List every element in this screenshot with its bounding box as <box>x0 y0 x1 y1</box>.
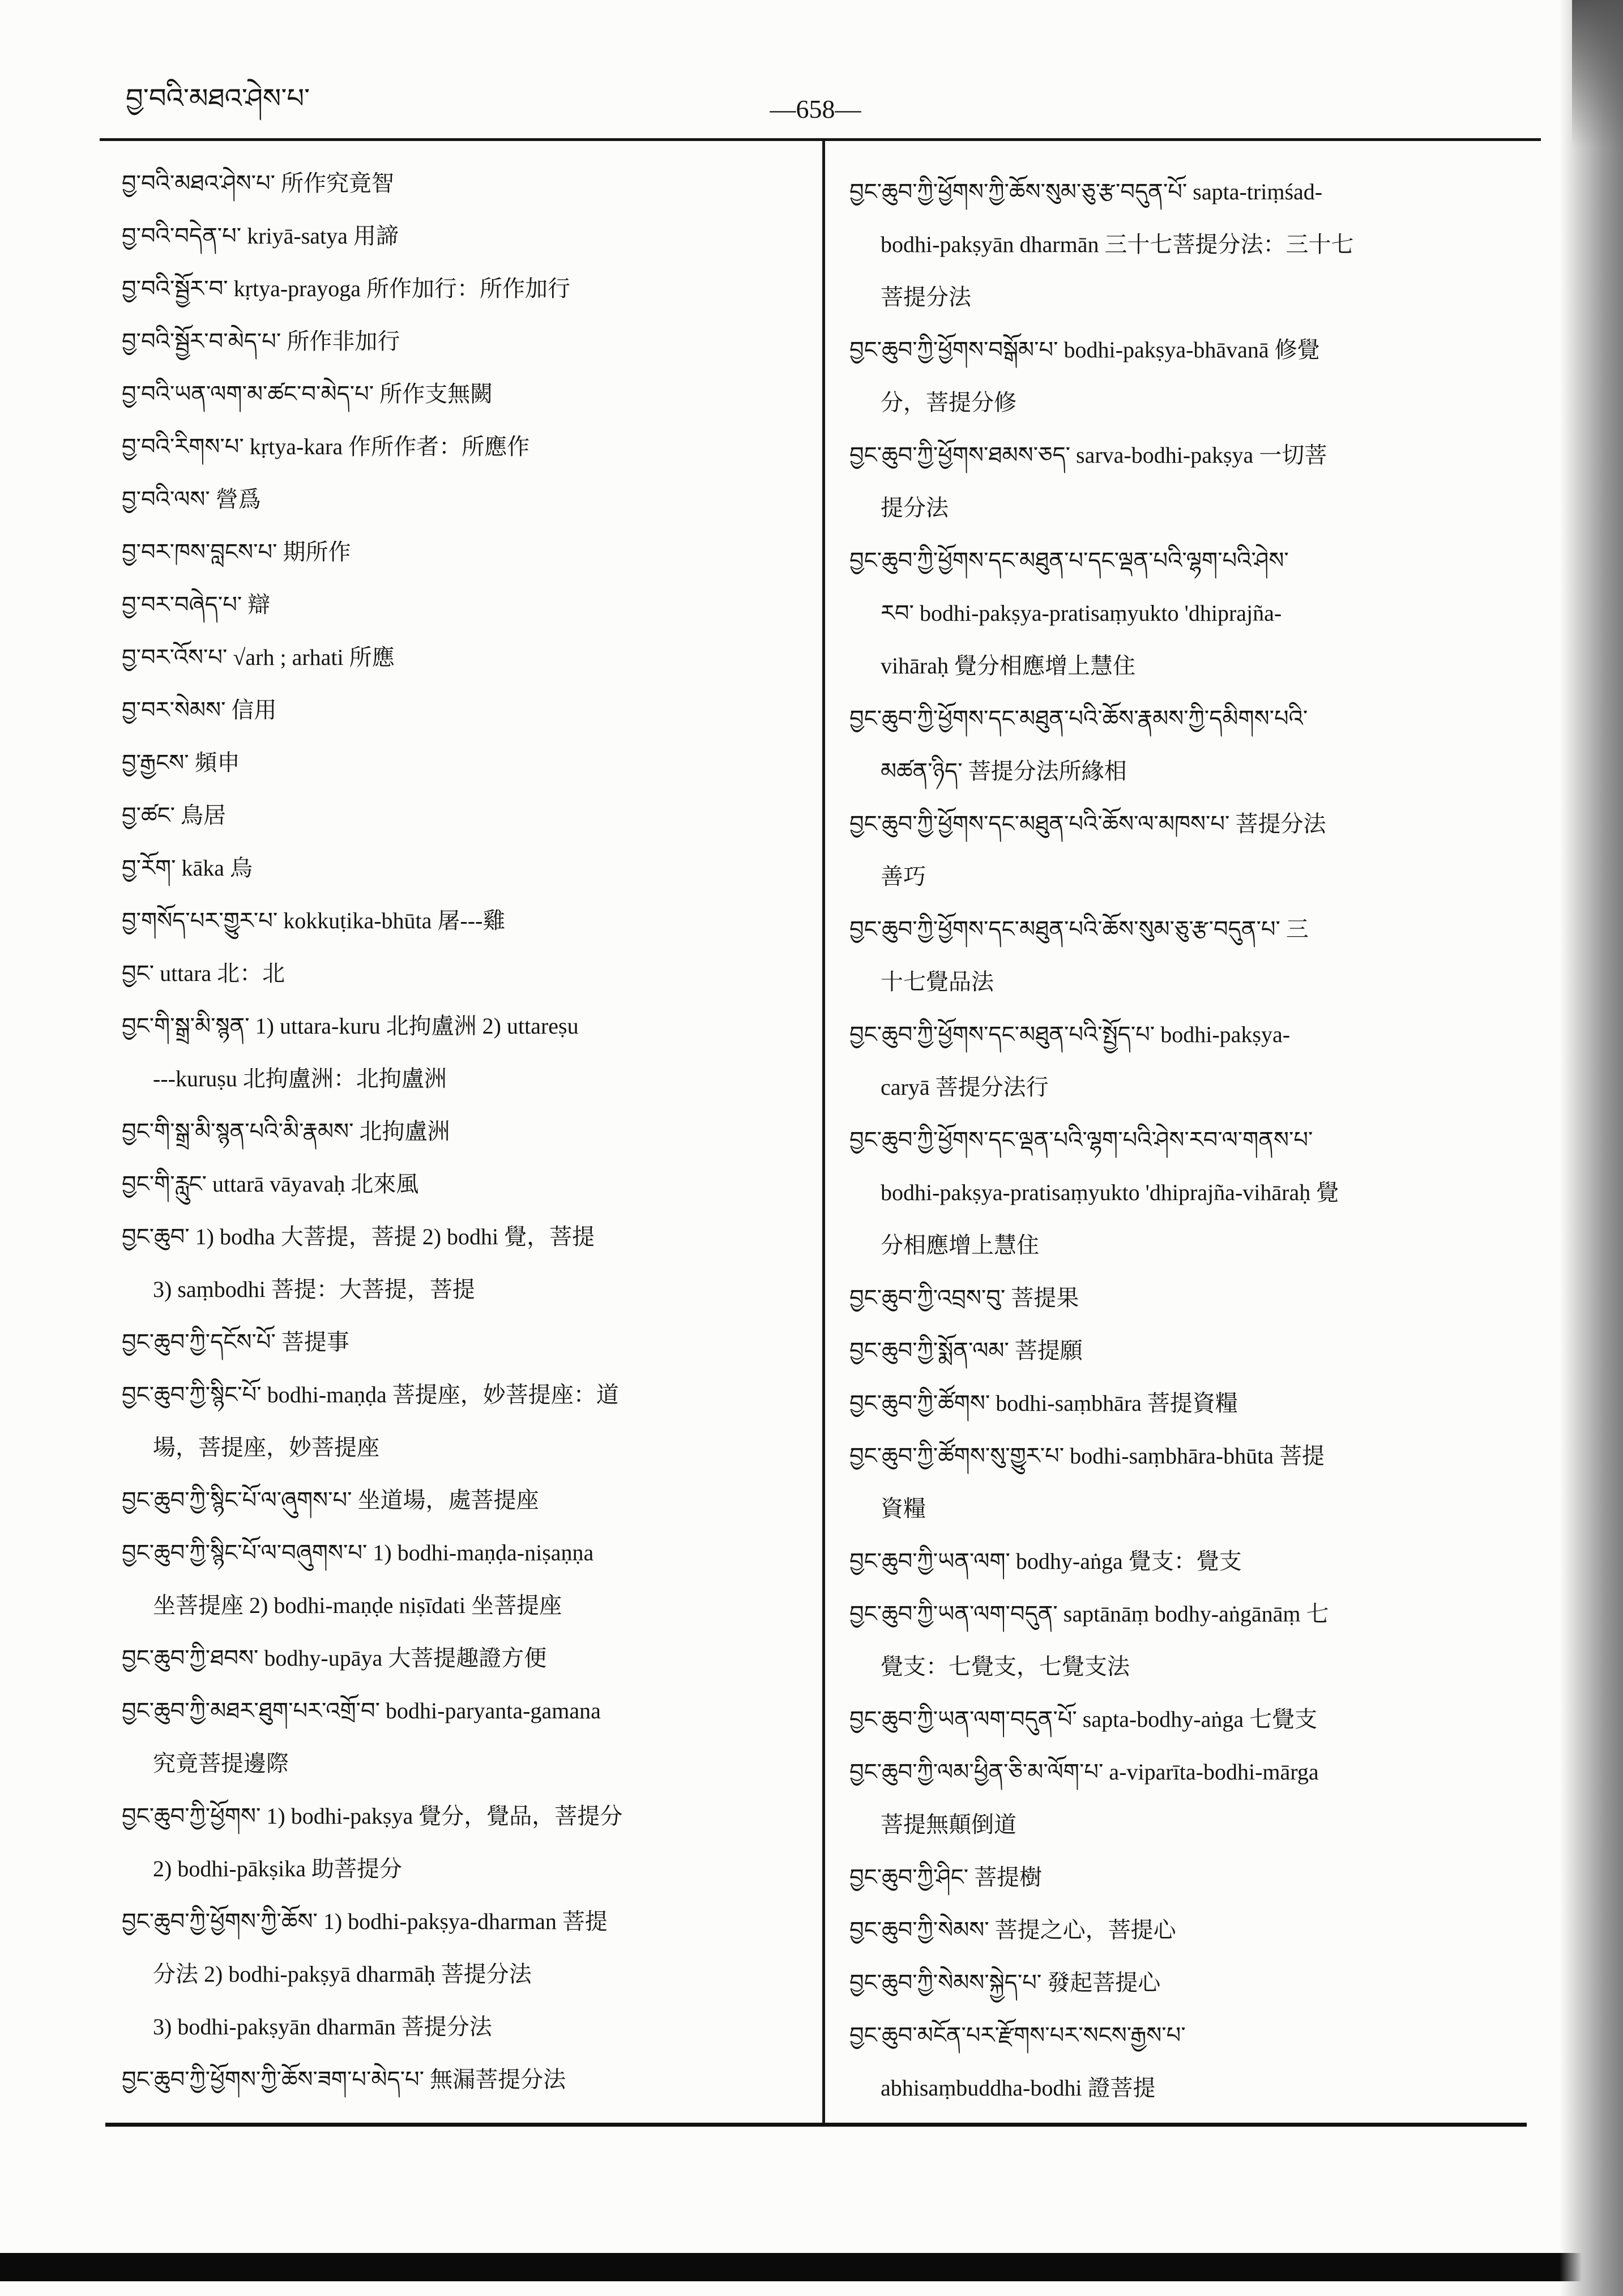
dictionary-entry <box>122 210 810 262</box>
entry-line: བྱང་གི་སྒྲ་མི་སྙན་པའི་མི་རྣམས་ 北拘盧洲 <box>122 1119 450 1144</box>
dictionary-entry <box>849 797 1543 903</box>
scan-shadow <box>1560 0 1623 2296</box>
entry-line: བྱང་ཆུབ་ཀྱི་ཕྱོགས་ཀྱི་ཆོས་ཟག་པ་མེད་པ་ 無漏菩提分法 <box>122 2067 566 2092</box>
entry-line: བྱང་ཆུབ་ཀྱི་ཕྱོགས་དང་མཐུན་པའི་ཆོས་ལ་མཁས་པ་ 菩提分法 <box>849 811 1326 837</box>
entry-line: བྱང་ཆུབ་ཀྱི་སེམས་སྐྱེད་པ་ 發起菩提心 <box>849 1970 1161 1995</box>
entry-line: བྱང་ཆུབ་ཀྱི་འབྲས་བུ་ 菩提果 <box>849 1285 1079 1311</box>
dictionary-entry <box>122 1316 810 1368</box>
entry-continuation-line: abhisaṃbuddha-bodhi 證菩提 <box>881 2075 1156 2101</box>
entry-line: བྱང་ཆུབ་ཀྱི་ཕྱོགས་ 1) bodhi-pakṣya 覺分，覺品，菩提分 <box>122 1803 623 1829</box>
dictionary-entry <box>122 1474 810 1526</box>
dictionary-entry <box>122 1000 810 1105</box>
entry-line: བྱ་བའི་སྦྱོར་བ་ kṛtya-prayoga 所作加行：所作加行 <box>122 276 570 301</box>
entry-continuation-line: 資糧 <box>881 1496 926 1521</box>
entry-line: བྱང་ཆུབ་ཀྱི་ཕྱོགས་དང་ལྡན་པའི་ལྷག་པའི་ཤེས་རབ་ལ་གནས་པ་ <box>849 1127 1313 1153</box>
dictionary-entry <box>122 1158 810 1210</box>
dictionary-entry <box>122 1105 810 1158</box>
scan-shadow-corner <box>1572 0 1623 147</box>
right-column <box>849 165 1543 2116</box>
entry-continuation-line: 善巧 <box>881 864 926 889</box>
entry-line: བྱ་ཚང་ 鳥居 <box>122 803 226 828</box>
dictionary-entry <box>122 157 810 210</box>
dictionary-entry <box>122 1895 810 2053</box>
running-head: བྱ་བའི་མཐའ་ཤེས་པ་ <box>126 84 310 114</box>
dictionary-entry <box>122 262 810 315</box>
entry-continuation-line: 場，菩提座，妙菩提座 <box>153 1435 379 1460</box>
entry-line: བྱ་བར་ཁས་བླངས་པ་ 期所作 <box>122 539 351 565</box>
entry-line: བྱ་རོག་ kāka 烏 <box>122 855 253 881</box>
entry-continuation-line: 3) saṃbodhi 菩提：大菩提，菩提 <box>153 1277 475 1302</box>
dictionary-entry <box>122 1526 810 1632</box>
entry-continuation-line: bodhi-pakṣyān dharmān 三十七菩提分法：三十七 <box>881 232 1354 257</box>
entry-line: བྱང་ཆུབ་ཀྱི་ཐབས་ bodhy-upāya 大菩提趣證方便 <box>122 1645 547 1671</box>
entry-line: བྱང་ཆུབ་ཀྱི་ཕྱོགས་བསྒོམ་པ་ bodhi-pakṣya-bhāvanā 修覺 <box>849 337 1320 362</box>
dictionary-entry <box>122 1210 810 1316</box>
dictionary-entry <box>122 684 810 736</box>
dictionary-entry <box>122 1790 810 1895</box>
entry-line: བྱང་ཆུབ་ཀྱི་ཕྱོགས་དང་མཐུན་པའི་ཆོས་རྣམས་ཀྱི་དམིགས་པའི་ <box>849 706 1308 731</box>
entry-line: བྱང་ཆུབ་ཀྱི་ཡན་ལག་ bodhy-aṅga 覺支：覺支 <box>849 1548 1242 1574</box>
entry-line: བྱ་བའི་ལས་ 營爲 <box>122 486 261 512</box>
entry-line: བྱ་བར་འོས་པ་ √arh ; arhati 所應 <box>122 645 395 670</box>
left-column <box>122 157 810 2111</box>
entry-line: བྱང་ཆུབ་ཀྱི་ཡན་ལག་བདུན་པོ་ sapta-bodhy-aṅga 七覺支 <box>849 1706 1318 1732</box>
entry-line: བྱང་ཆུབ་ཀྱི་སྙིང་པོ་ལ་ཞུགས་པ་ 坐道場，處菩提座 <box>122 1487 539 1513</box>
entry-line: བྱང་གི་སྒྲ་མི་སྙན་ 1) uttara-kuru 北拘盧洲 2) uttareṣu <box>122 1013 579 1039</box>
dictionary-entry <box>122 894 810 947</box>
dictionary-entry <box>849 692 1543 797</box>
entry-line: བྱང་ཆུབ་ཀྱི་ཕྱོགས་དང་མཐུན་པའི་སྤྱོད་པ་ bodhi-pakṣya- <box>849 1022 1291 1047</box>
dictionary-entry <box>122 368 810 420</box>
dictionary-entry <box>849 323 1543 429</box>
header-rule <box>100 138 1541 141</box>
dictionary-entry <box>849 1271 1543 1324</box>
entry-line: བྱ་བའི་སྦྱོར་བ་མེད་པ་ 所作非加行 <box>122 328 400 354</box>
entry-continuation-line: 2) bodhi-pākṣika 助菩提分 <box>153 1856 402 1881</box>
entry-continuation-line: 3) bodhi-pakṣyān dharmān 菩提分法 <box>153 2014 492 2039</box>
entry-line: བྱང་ཆུབ་ཀྱི་དངོས་པོ་ 菩提事 <box>122 1329 349 1355</box>
entry-continuation-line: 分法 2) bodhi-pakṣyā dharmāḥ 菩提分法 <box>153 1961 532 1987</box>
entry-continuation-line: 菩提分法 <box>881 284 971 310</box>
entry-line: བྱ་བའི་རིགས་པ་ kṛtya-kara 作所作者：所應作 <box>122 434 530 459</box>
entry-continuation-line: bodhi-pakṣya-pratisaṃyukto 'dhiprajña-vihāraḥ 覺 <box>881 1180 1339 1205</box>
page-number: —658— <box>770 95 861 123</box>
entry-continuation-line: 十七覺品法 <box>881 969 994 995</box>
dictionary-entry <box>849 1535 1543 1587</box>
dictionary-entry <box>122 1632 810 1684</box>
entry-line: བྱང་ཆུབ་ཀྱི་སྙིང་པོ་ལ་བཞུགས་པ་ 1) bodhi-maṇḍa-niṣaṇṇa <box>122 1540 594 1565</box>
entry-line: བྱང་ཆུབ་ 1) bodha 大菩提，菩提 2) bodhi 覺，菩提 <box>122 1224 595 1249</box>
dictionary-entry <box>849 429 1543 534</box>
dictionary-entry <box>849 2009 1543 2114</box>
entry-continuation-line: caryā 菩提分法行 <box>881 1074 1049 1100</box>
dictionary-entry <box>122 631 810 684</box>
entry-line: བྱང་ཆུབ་མངོན་པར་རྫོགས་པར་སངས་རྒྱས་པ་ <box>849 2022 1186 2048</box>
dictionary-entry <box>849 1851 1543 1904</box>
entry-line: བྱ་གསོད་པར་གྱུར་པ་ kokkuṭika-bhūta 屠---雞 <box>122 908 506 933</box>
dictionary-entry <box>849 1746 1543 1851</box>
entry-line: བྱ་བའི་ཡན་ལག་མ་ཚང་བ་མེད་པ་ 所作支無闕 <box>122 381 493 407</box>
entry-continuation-line: 覺支：七覺支，七覺支法 <box>881 1654 1130 1679</box>
entry-line: བྱང་ཆུབ་ཀྱི་ཤིང་ 菩提樹 <box>849 1864 1043 1890</box>
entry-line: བྱ་བར་སེམས་ 信用 <box>122 697 277 723</box>
dictionary-entry <box>122 315 810 368</box>
entry-line: བྱང་ uttara 北：北 <box>122 961 285 986</box>
entry-line: བྱང་ཆུབ་ཀྱི་སེམས་ 菩提之心，菩提心 <box>849 1917 1176 1943</box>
entry-line: བྱང་ཆུབ་ཀྱི་ལམ་ཕྱིན་ཅི་མ་ལོག་པ་ a-viparīta-bodhi-mārga <box>849 1759 1319 1785</box>
dictionary-entry <box>849 1693 1543 1746</box>
dictionary-entry <box>122 1684 810 1790</box>
dictionary-entry <box>849 1113 1543 1271</box>
entry-line: བྱང་ཆུབ་ཀྱི་ཕྱོགས་དང་མཐུན་པའི་ཆོས་སུམ་ཅུ་རྩ་བདུན་པ་ 三 <box>849 916 1309 942</box>
entry-line: བྱ་རྒྱངས་ 頻申 <box>122 750 240 775</box>
entry-line: བྱ་བར་བཞེད་པ་ 辯 <box>122 592 271 617</box>
dictionary-entry <box>849 1587 1543 1693</box>
entry-continuation-line: 究竟菩提邊際 <box>153 1751 289 1776</box>
dictionary-entry <box>122 842 810 894</box>
entry-continuation-line: 分相應增上慧住 <box>881 1232 1039 1258</box>
entry-line: བྱང་ཆུབ་ཀྱི་ཕྱོགས་ཀྱི་ཆོས་ 1) bodhi-pakṣya-dharman 菩提 <box>122 1909 608 1934</box>
dictionary-entry <box>122 526 810 578</box>
entry-continuation-line: vihāraḥ 覺分相應增上慧住 <box>881 653 1135 678</box>
dictionary-entry <box>849 1429 1543 1535</box>
dictionary-entry <box>849 1008 1543 1113</box>
dictionary-entry <box>849 1377 1543 1429</box>
entry-line: བྱང་ཆུབ་ཀྱི་སྙིང་པོ་ bodhi-maṇḍa 菩提座，妙菩提座：道 <box>122 1382 619 1407</box>
dictionary-entry <box>849 165 1543 323</box>
dictionary-entry <box>122 947 810 1000</box>
entry-line: བྱང་ཆུབ་ཀྱི་ཕྱོགས་ཀྱི་ཆོས་སུམ་ཅུ་རྩ་བདུན་པོ་ sapta-triṃśad- <box>849 179 1323 204</box>
entry-line: བྱང་ཆུབ་ཀྱི་ཕྱོགས་ཐམས་ཅད་ sarva-bodhi-pakṣya 一切菩 <box>849 442 1327 468</box>
entry-line: བྱང་ཆུབ་ཀྱི་ཡན་ལག་བདུན་ saptānāṃ bodhy-aṅgānāṃ 七 <box>849 1601 1329 1627</box>
dictionary-entry <box>122 473 810 526</box>
entry-continuation-line: མཚན་ཉིད་ 菩提分法所緣相 <box>881 758 1127 784</box>
dictionary-entry <box>849 1324 1543 1377</box>
entry-line: བྱང་ཆུབ་ཀྱི་མཐར་ཐུག་པར་འགྲོ་བ་ bodhi-paryanta-gamana <box>122 1698 601 1723</box>
entry-continuation-line: 菩提無顛倒道 <box>881 1812 1016 1837</box>
dictionary-entry <box>122 1368 810 1474</box>
dictionary-entry <box>849 1956 1543 2009</box>
entry-continuation-line: ---kuruṣu 北拘盧洲：北拘盧洲 <box>153 1066 447 1091</box>
dictionary-entry <box>122 736 810 789</box>
entry-continuation-line: རབ་ bodhi-pakṣya-pratisaṃyukto 'dhiprajña- <box>881 600 1282 626</box>
entry-line: བྱ་བའི་མཐའ་ཤེས་པ་ 所作究竟智 <box>122 170 395 196</box>
entry-line: བྱ་བའི་བདེན་པ་ kriyā-satya 用諦 <box>122 223 399 249</box>
entry-line: བྱང་ཆུབ་ཀྱི་ཚོགས་ bodhi-saṃbhāra 菩提資糧 <box>849 1390 1238 1416</box>
column-divider <box>822 140 825 2124</box>
dictionary-entry <box>122 789 810 842</box>
entry-line: བྱང་ཆུབ་ཀྱི་ཕྱོགས་དང་མཐུན་པ་དང་ལྡན་པའི་ལྷག་པའི་ཤེས་ <box>849 548 1289 573</box>
entry-line: བྱང་ཆུབ་ཀྱི་སྨོན་ལམ་ 菩提願 <box>849 1338 1083 1363</box>
dictionary-entry <box>122 2053 810 2106</box>
entry-continuation-line: 分，菩提分修 <box>881 390 1016 415</box>
entry-line: བྱང་གི་རླུང་ uttarā vāyavaḥ 北來風 <box>122 1171 419 1197</box>
dictionary-entry <box>122 578 810 631</box>
dictionary-entry <box>849 903 1543 1008</box>
entry-continuation-line: 提分法 <box>881 495 949 520</box>
entry-continuation-line: 坐菩提座 2) bodhi-maṇḍe niṣīdati 坐菩提座 <box>153 1593 562 1618</box>
scan-edge-band <box>0 2253 1586 2281</box>
dictionary-entry <box>849 1904 1543 1956</box>
entry-line: བྱང་ཆུབ་ཀྱི་ཚོགས་སུ་གྱུར་པ་ bodhi-saṃbhāra-bhūta 菩提 <box>849 1443 1325 1469</box>
dictionary-entry <box>849 534 1543 692</box>
footer-rule <box>105 2123 1527 2127</box>
dictionary-entry <box>122 420 810 473</box>
